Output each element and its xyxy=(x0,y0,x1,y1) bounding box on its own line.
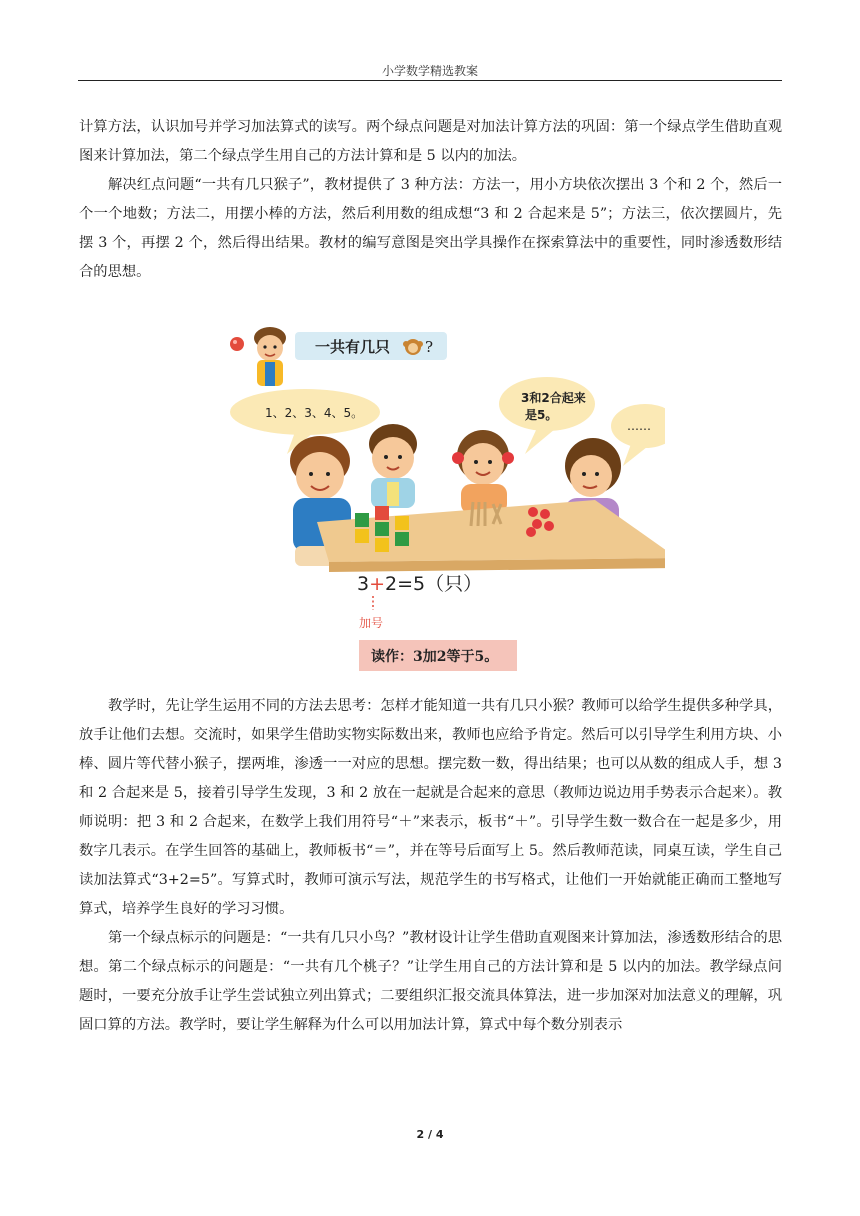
paragraph: 第一个绿点标示的问题是：“一共有几只小鸟？”教材设计让学生借助直观图来计算加法，渗透数形结合的思想。第二个绿点标示的问题是：“一共有几个桃子？”让学生用自己的方法计算和是 5 以内的加法。教学绿点问题时，一要充分放手让学生尝试独立列出算式；二要组织汇报交流具体算法，进一步加深对加法意义的理解，巩固口算的方法。教学时，要让学生解释为什么可以用加法计算，算式中每个数分别表示 xyxy=(79,930,782,1033)
equation-left: 3 xyxy=(357,573,370,595)
equation xyxy=(357,573,482,595)
page-number: 2 / 4 xyxy=(416,1128,444,1141)
plus-sign: + xyxy=(369,573,386,595)
page-header: 小学数学精选教案 xyxy=(381,64,478,78)
question-mark: ? xyxy=(425,338,434,356)
textbook-illustration xyxy=(225,326,665,676)
equation-right: 2=5（只） xyxy=(385,573,483,595)
svg-text:……: …… xyxy=(627,419,651,433)
plus-label: 加号 xyxy=(359,616,384,630)
paragraph: 解决红点问题“一共有几只猴子”，教材提供了 3 种方法：方法一，用小方块依次摆出 3 个和 2 个，然后一个一个地数；方法二，用摆小棒的方法，然后利用数的组成想“3 和 2 合起来是 5”；方法三，依次摆圆片，先摆 3 个，再摆 2 个，然后得出结果。教材的编写意图是突出学具操作在探索算法中的重要性，同时渗透数形结合的思想。 xyxy=(79,177,782,280)
child-girl-figure xyxy=(452,430,514,514)
body-text-top xyxy=(79,113,782,287)
bubble-compose-line1: 3和2合起来 xyxy=(521,391,586,405)
paragraph: 教学时，先让学生运用不同的方法去思考：怎样才能知道一共有几只小猴？教师可以给学生提供多种学具，放手让他们去想。交流时，如果学生借助实物实际数出来，教师也应给予肯定。然后可以引导学生利用方块、小棒、圆片等代替小猴子，摆两堆，渗透一一对应的思想。摆完数一数，得出结果；也可以从数的组成人手，想 3 和 2 合起来是 5，接着引导学生发现，3 和 2 放在一起就是合起来的意思（教师边说边用手势表示合起来）。教师说明：把 3 和 2 合起来，在数学上我们用符号“＋”来表示，板书“＋”。引导学生数一数合在一起是多少，用数字几表示。在学生回答的基础上，教师板书“＝”，并在等号后面写上 5。然后教师范读，同桌互读，学生自己读加法算式“3+2=5”。写算式时，教师可演示写法，规范学生的书写格式，让他们一开始就能正确而工整地写算式，培养学生良好的学习习惯。 xyxy=(79,698,782,917)
bubble-compose-line2: 是5。 xyxy=(525,408,558,422)
body-text-bottom xyxy=(79,692,782,1040)
header-rule xyxy=(78,80,782,81)
reading-text: 读作：3加2等于5。 xyxy=(371,649,499,665)
red-point-icon xyxy=(230,337,244,351)
child-middle-figure xyxy=(369,424,417,508)
svg-text:1、2、3、4、5。: 1、2、3、4、5。 xyxy=(265,406,364,420)
paragraph: 计算方法，认识加号并学习加法算式的读写。两个绿点问题是对加法计算方法的巩固：第一个绿点学生借助直观图来计算加法，第二个绿点学生用自己的方法计算和是 5 以内的加法。 xyxy=(79,119,782,164)
question-text: 一共有几只 xyxy=(315,338,391,356)
teacher-boy-figure xyxy=(254,327,286,386)
